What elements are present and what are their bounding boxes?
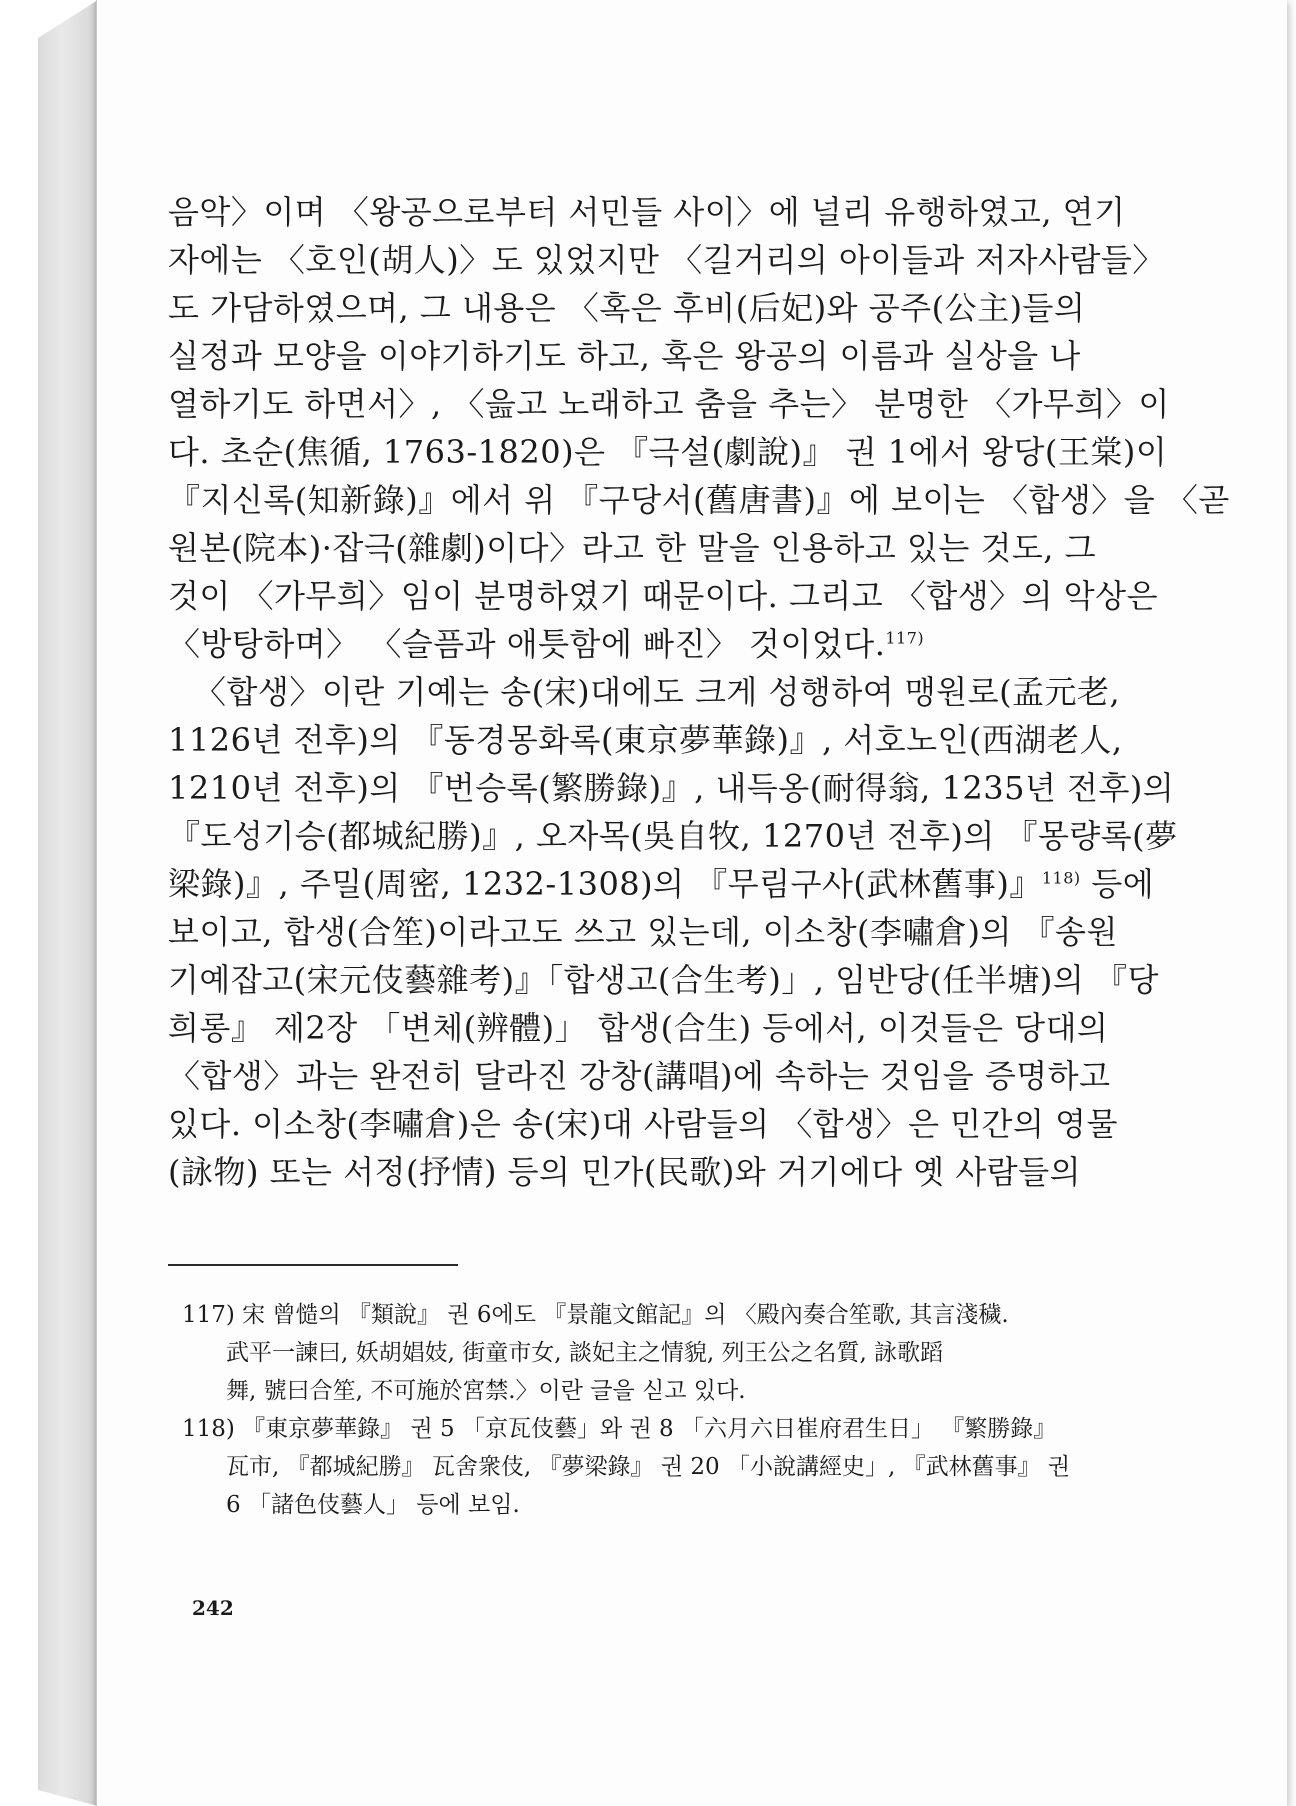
body-line: 자에는 〈호인(胡人)〉도 있었지만 〈길거리의 아이들과 저자사람들〉 bbox=[168, 241, 1165, 279]
footnote-divider bbox=[168, 1264, 458, 1266]
footnote-ref-118: 118) bbox=[1041, 868, 1081, 888]
body-line: 있다. 이소창(李嘯倉)은 송(宋)대 사람들의 〈합생〉은 민간의 영물 bbox=[168, 1105, 1118, 1143]
body-line: 열하기도 하면서〉, 〈읊고 노래하고 춤을 추는〉 분명한 〈가무희〉이 bbox=[168, 385, 1170, 423]
body-line: 실정과 모양을 이야기하기도 하고, 혹은 왕공의 이름과 실상을 나 bbox=[168, 337, 1081, 375]
body-line: 보이고, 합생(合笙)이라고도 쓰고 있는데, 이소창(李嘯倉)의 『송원 bbox=[168, 913, 1118, 951]
body-text bbox=[168, 188, 1230, 1196]
footnote-117-line: 舞, 號曰合笙, 不可施於宮禁.〉이란 글을 싣고 있다. bbox=[226, 1378, 746, 1404]
body-line: 음악〉이며 〈왕공으로부터 서민들 사이〉에 널리 유행하였고, 연기 bbox=[168, 193, 1126, 231]
body-line-text: 梁錄)』, 주밀(周密, 1232-1308)의 『무림구사(武林舊事)』 bbox=[168, 865, 1042, 903]
body-line: (詠物) 또는 서정(抒情) 등의 민가(民歌)와 거기에다 옛 사람들의 bbox=[168, 1153, 1082, 1191]
body-line: 〈합생〉과는 완전히 달라진 강창(講唱)에 속하는 것임을 증명하고 bbox=[168, 1057, 1111, 1095]
footnote-ref-117: 117) bbox=[885, 628, 925, 648]
body-line: 도 가담하였으며, 그 내용은 〈혹은 후비(后妃)와 공주(公主)들의 bbox=[168, 289, 1086, 327]
page-number: 242 bbox=[192, 1596, 234, 1620]
body-line: 〈합생〉이란 기예는 송(宋)대에도 크게 성행하여 맹원로(孟元老, bbox=[194, 673, 1121, 711]
body-line: 희롱』 제2장 「변체(辨體)」 합생(合生) 등에서, 이것들은 당대의 bbox=[168, 1009, 1109, 1047]
body-line: 1210년 전후)의 『번승록(繁勝錄)』, 내득옹(耐得翁, 1235년 전후)의 bbox=[168, 769, 1175, 807]
body-line-with-note bbox=[168, 860, 1155, 908]
body-line: 1126년 전후)의 『동경몽화록(東京夢華錄)』, 서호노인(西湖老人, bbox=[168, 721, 1123, 759]
body-line: 원본(院本)·잡극(雜劇)이다〉라고 한 말을 인용하고 있는 것도, 그 bbox=[168, 529, 1097, 567]
body-line: 것이 〈가무희〉임이 분명하였기 때문이다. 그리고 〈합생〉의 악상은 bbox=[168, 577, 1159, 615]
footnote-118-line: 瓦市, 『都城紀勝』 瓦舍衆伎, 『夢梁錄』 권 20 「小說講經史」, 『武林舊事』 권 bbox=[226, 1454, 1071, 1480]
body-line-with-note bbox=[168, 620, 1132, 668]
footnote-118-line: 118) 『東京夢華錄』 권 5 「京瓦伎藝」와 권 8 「六月六日崔府君生日」 『繁勝錄』 bbox=[182, 1416, 1057, 1442]
footnote-117-line: 武平一諫曰, 妖胡娼妓, 街童市女, 談妃主之情貌, 列王公之名質, 詠歌蹈 bbox=[226, 1340, 944, 1366]
book-spine bbox=[38, 0, 98, 1806]
body-line: 『지신록(知新錄)』에서 위 『구당서(舊唐書)』에 보이는 〈합생〉을 〈곧 bbox=[168, 481, 1230, 519]
body-line-text: 〈방탕하며〉 〈슬픔과 애틋함에 빠진〉 것이었다. bbox=[168, 625, 886, 663]
footnote-118-line: 6 「諸色伎藝人」 등에 보임. bbox=[226, 1492, 520, 1518]
footnote-117-line: 117) 宋 曾慥의 『類說』 권 6에도 『景龍文館記』의 〈殿內奏合笙歌, 其言淺穢. bbox=[182, 1302, 1009, 1328]
body-line: 『도성기승(都城紀勝)』, 오자목(吳自牧, 1270년 전후)의 『몽량록(夢 bbox=[168, 817, 1178, 855]
body-line-tail: 등에 bbox=[1080, 865, 1155, 903]
body-line: 다. 초순(焦循, 1763-1820)은 『극설(劇說)』 권 1에서 왕당(王棠)이 bbox=[168, 433, 1168, 471]
body-line: 기예잡고(宋元伎藝雜考)』「합생고(合生考)」, 임반당(任半塘)의 『당 bbox=[168, 961, 1159, 999]
footnotes bbox=[182, 1296, 1132, 1524]
